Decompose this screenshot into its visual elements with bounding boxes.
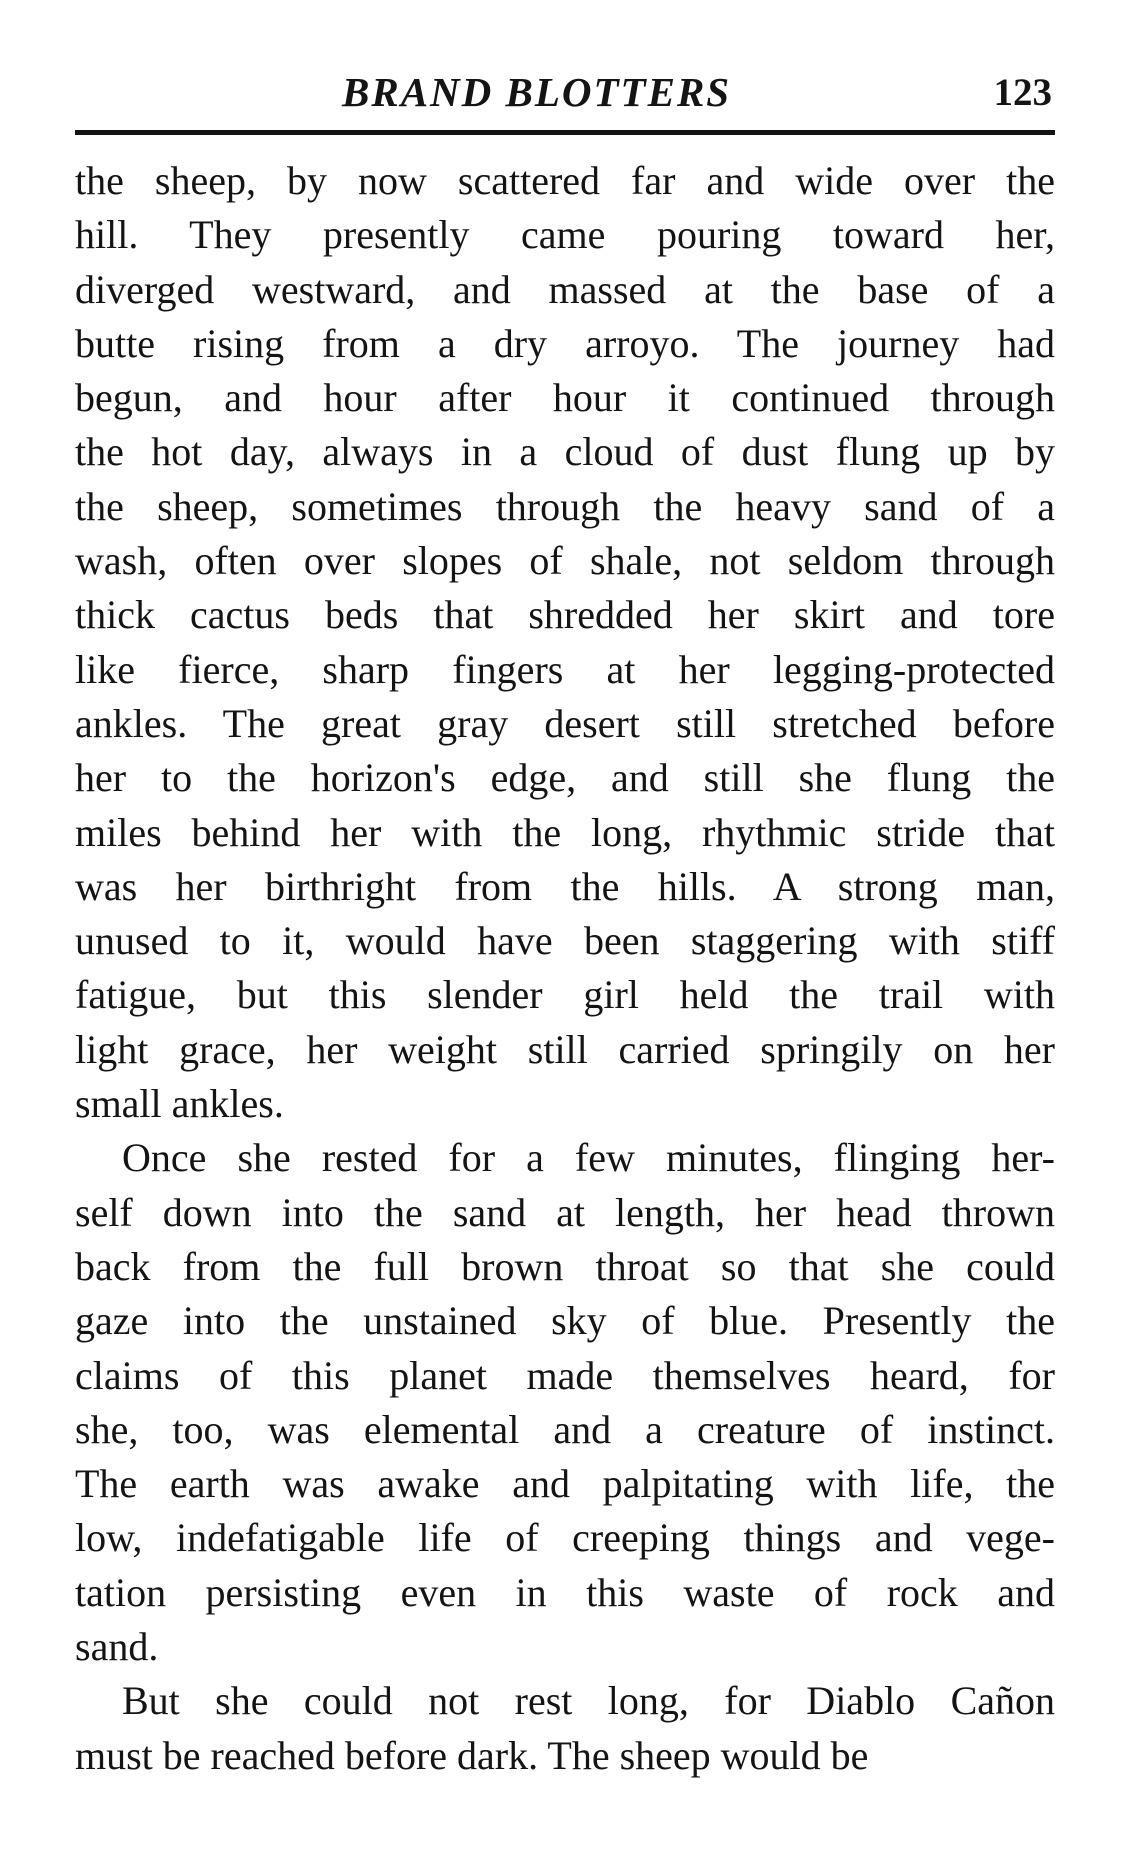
paragraph	[75, 1131, 1055, 1674]
text-line: sand.	[75, 1624, 159, 1670]
text-line: like fierce, sharp fingers at her legging-protected	[75, 646, 1055, 692]
text-line: the sheep, by now scattered far and wide over the	[75, 158, 1055, 203]
text-line: back from the full brown throat so that she could	[75, 1243, 1055, 1289]
text-line: light grace, her weight still carried springily on her	[75, 1026, 1055, 1072]
text-line: unused to it, would have been staggering with stiff	[75, 918, 1055, 964]
text-line: the sheep, sometimes through the heavy sand of a	[75, 483, 1055, 529]
text-line: small ankles.	[75, 1081, 284, 1127]
text-line: low, indefatigable life of creeping things and vege-	[75, 1515, 1055, 1561]
page-header	[75, 60, 1055, 120]
text-line: self down into the sand at length, her head thrown	[75, 1189, 1055, 1235]
page-number: 123	[993, 71, 1052, 114]
text-line: thick cactus beds that shredded her skirt and tore	[75, 592, 1055, 638]
text-line: wash, often over slopes of shale, not seldom through	[75, 538, 1055, 584]
text-line: miles behind her with the long, rhythmic stride that	[75, 809, 1055, 855]
text-line: diverged westward, and massed at the base of a	[75, 266, 1055, 312]
text-line: Once she rested for a few minutes, flinging her-	[122, 1135, 1055, 1181]
paragraph	[75, 1674, 1055, 1783]
text-line: must be reached before dark. The sheep would be	[75, 1732, 869, 1778]
text-line: hill. They presently came pouring toward her,	[75, 212, 1055, 258]
text-line: The earth was awake and palpitating with life, the	[75, 1461, 1055, 1507]
text-line: was her birthright from the hills. A strong man,	[75, 863, 1055, 909]
text-line: But she could not rest long, for Diablo Cañon	[122, 1678, 1055, 1724]
body-text	[75, 154, 1055, 1783]
header-rule	[75, 130, 1055, 135]
text-line: fatigue, but this slender girl held the trail with	[75, 972, 1055, 1018]
text-line: the hot day, always in a cloud of dust flung up by	[75, 429, 1055, 475]
text-line: begun, and hour after hour it continued through	[75, 375, 1055, 421]
text-line: gaze into the unstained sky of blue. Presently the	[75, 1298, 1055, 1344]
text-line: her to the horizon's edge, and still she flung the	[75, 755, 1055, 801]
running-title: BRAND BLOTTERS	[342, 69, 732, 115]
text-line: claims of this planet made themselves heard, for	[75, 1352, 1055, 1398]
text-line: tation persisting even in this waste of rock and	[75, 1569, 1055, 1615]
text-line: butte rising from a dry arroyo. The journey had	[75, 320, 1055, 366]
text-line: she, too, was elemental and a creature of instinct.	[75, 1406, 1055, 1452]
text-line: ankles. The great gray desert still stretched before	[75, 700, 1055, 746]
paragraph	[75, 154, 1055, 1131]
